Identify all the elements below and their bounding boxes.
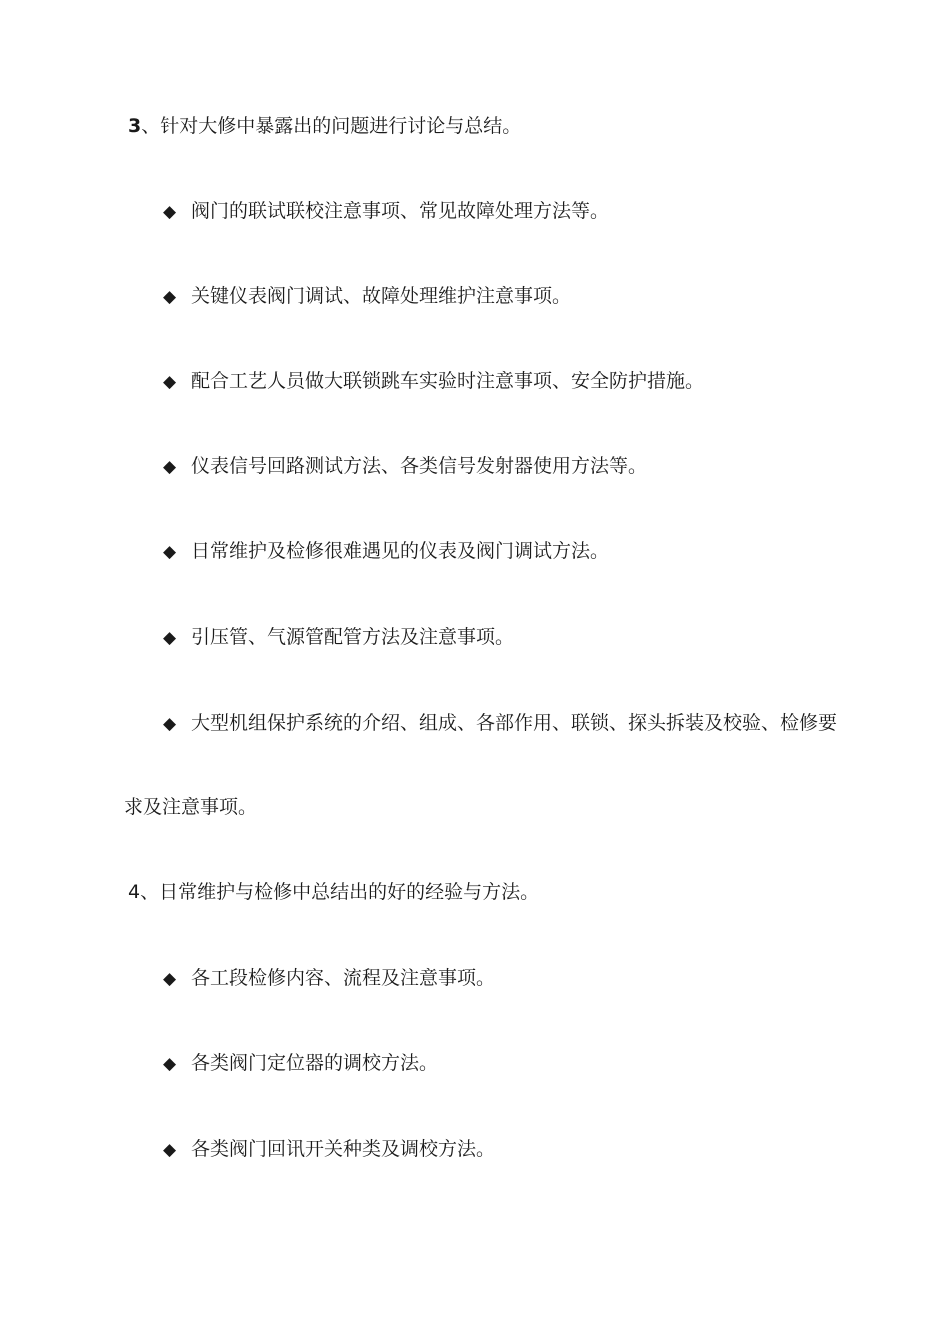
diamond-bullet-icon: ◆ <box>163 372 177 392</box>
diamond-bullet-icon: ◆ <box>163 714 177 734</box>
section-number: 3 <box>128 115 142 137</box>
diamond-bullet-icon: ◆ <box>163 1054 177 1074</box>
diamond-bullet-icon: ◆ <box>163 628 177 648</box>
section-heading-3 <box>128 114 521 138</box>
diamond-bullet-icon: ◆ <box>163 542 177 562</box>
bullet-item <box>163 454 647 479</box>
bullet-item <box>163 711 837 736</box>
section-title: 、日常维护与检修中总结出的好的经验与方法。 <box>140 881 540 903</box>
diamond-bullet-icon: ◆ <box>163 457 177 477</box>
bullet-text: 引压管、气源管配管方法及注意事项。 <box>191 626 515 648</box>
bullet-text: 关键仪表阀门调试、故障处理维护注意事项。 <box>191 285 572 307</box>
diamond-bullet-icon: ◆ <box>163 287 177 307</box>
bullet-continuation: 求及注意事项。 <box>124 796 258 818</box>
diamond-bullet-icon: ◆ <box>163 202 177 222</box>
section-heading-4 <box>128 880 539 904</box>
section-title: 、针对大修中暴露出的问题进行讨论与总结。 <box>141 115 522 137</box>
bullet-text: 阀门的联试联校注意事项、常见故障处理方法等。 <box>191 200 610 222</box>
bullet-item <box>163 966 495 991</box>
bullet-text: 各类阀门回讯开关种类及调校方法。 <box>191 1138 496 1160</box>
diamond-bullet-icon: ◆ <box>163 969 177 989</box>
bullet-text: 大型机组保护系统的介绍、组成、各部作用、联锁、探头拆装及校验、检修要 <box>191 712 838 734</box>
diamond-bullet-icon: ◆ <box>163 1140 177 1160</box>
bullet-item <box>163 284 571 309</box>
bullet-text: 各类阀门定位器的调校方法。 <box>191 1052 439 1074</box>
bullet-item <box>163 369 704 394</box>
bullet-text: 配合工艺人员做大联锁跳车实验时注意事项、安全防护措施。 <box>191 370 705 392</box>
bullet-item <box>163 1051 438 1076</box>
bullet-item <box>163 625 514 650</box>
bullet-item <box>163 539 609 564</box>
bullet-text: 各工段检修内容、流程及注意事项。 <box>191 967 496 989</box>
bullet-text: 日常维护及检修很难遇见的仪表及阀门调试方法。 <box>191 540 610 562</box>
bullet-item <box>163 1137 495 1162</box>
bullet-item <box>163 199 609 224</box>
bullet-text: 仪表信号回路测试方法、各类信号发射器使用方法等。 <box>191 455 648 477</box>
section-number: 4 <box>128 881 141 903</box>
